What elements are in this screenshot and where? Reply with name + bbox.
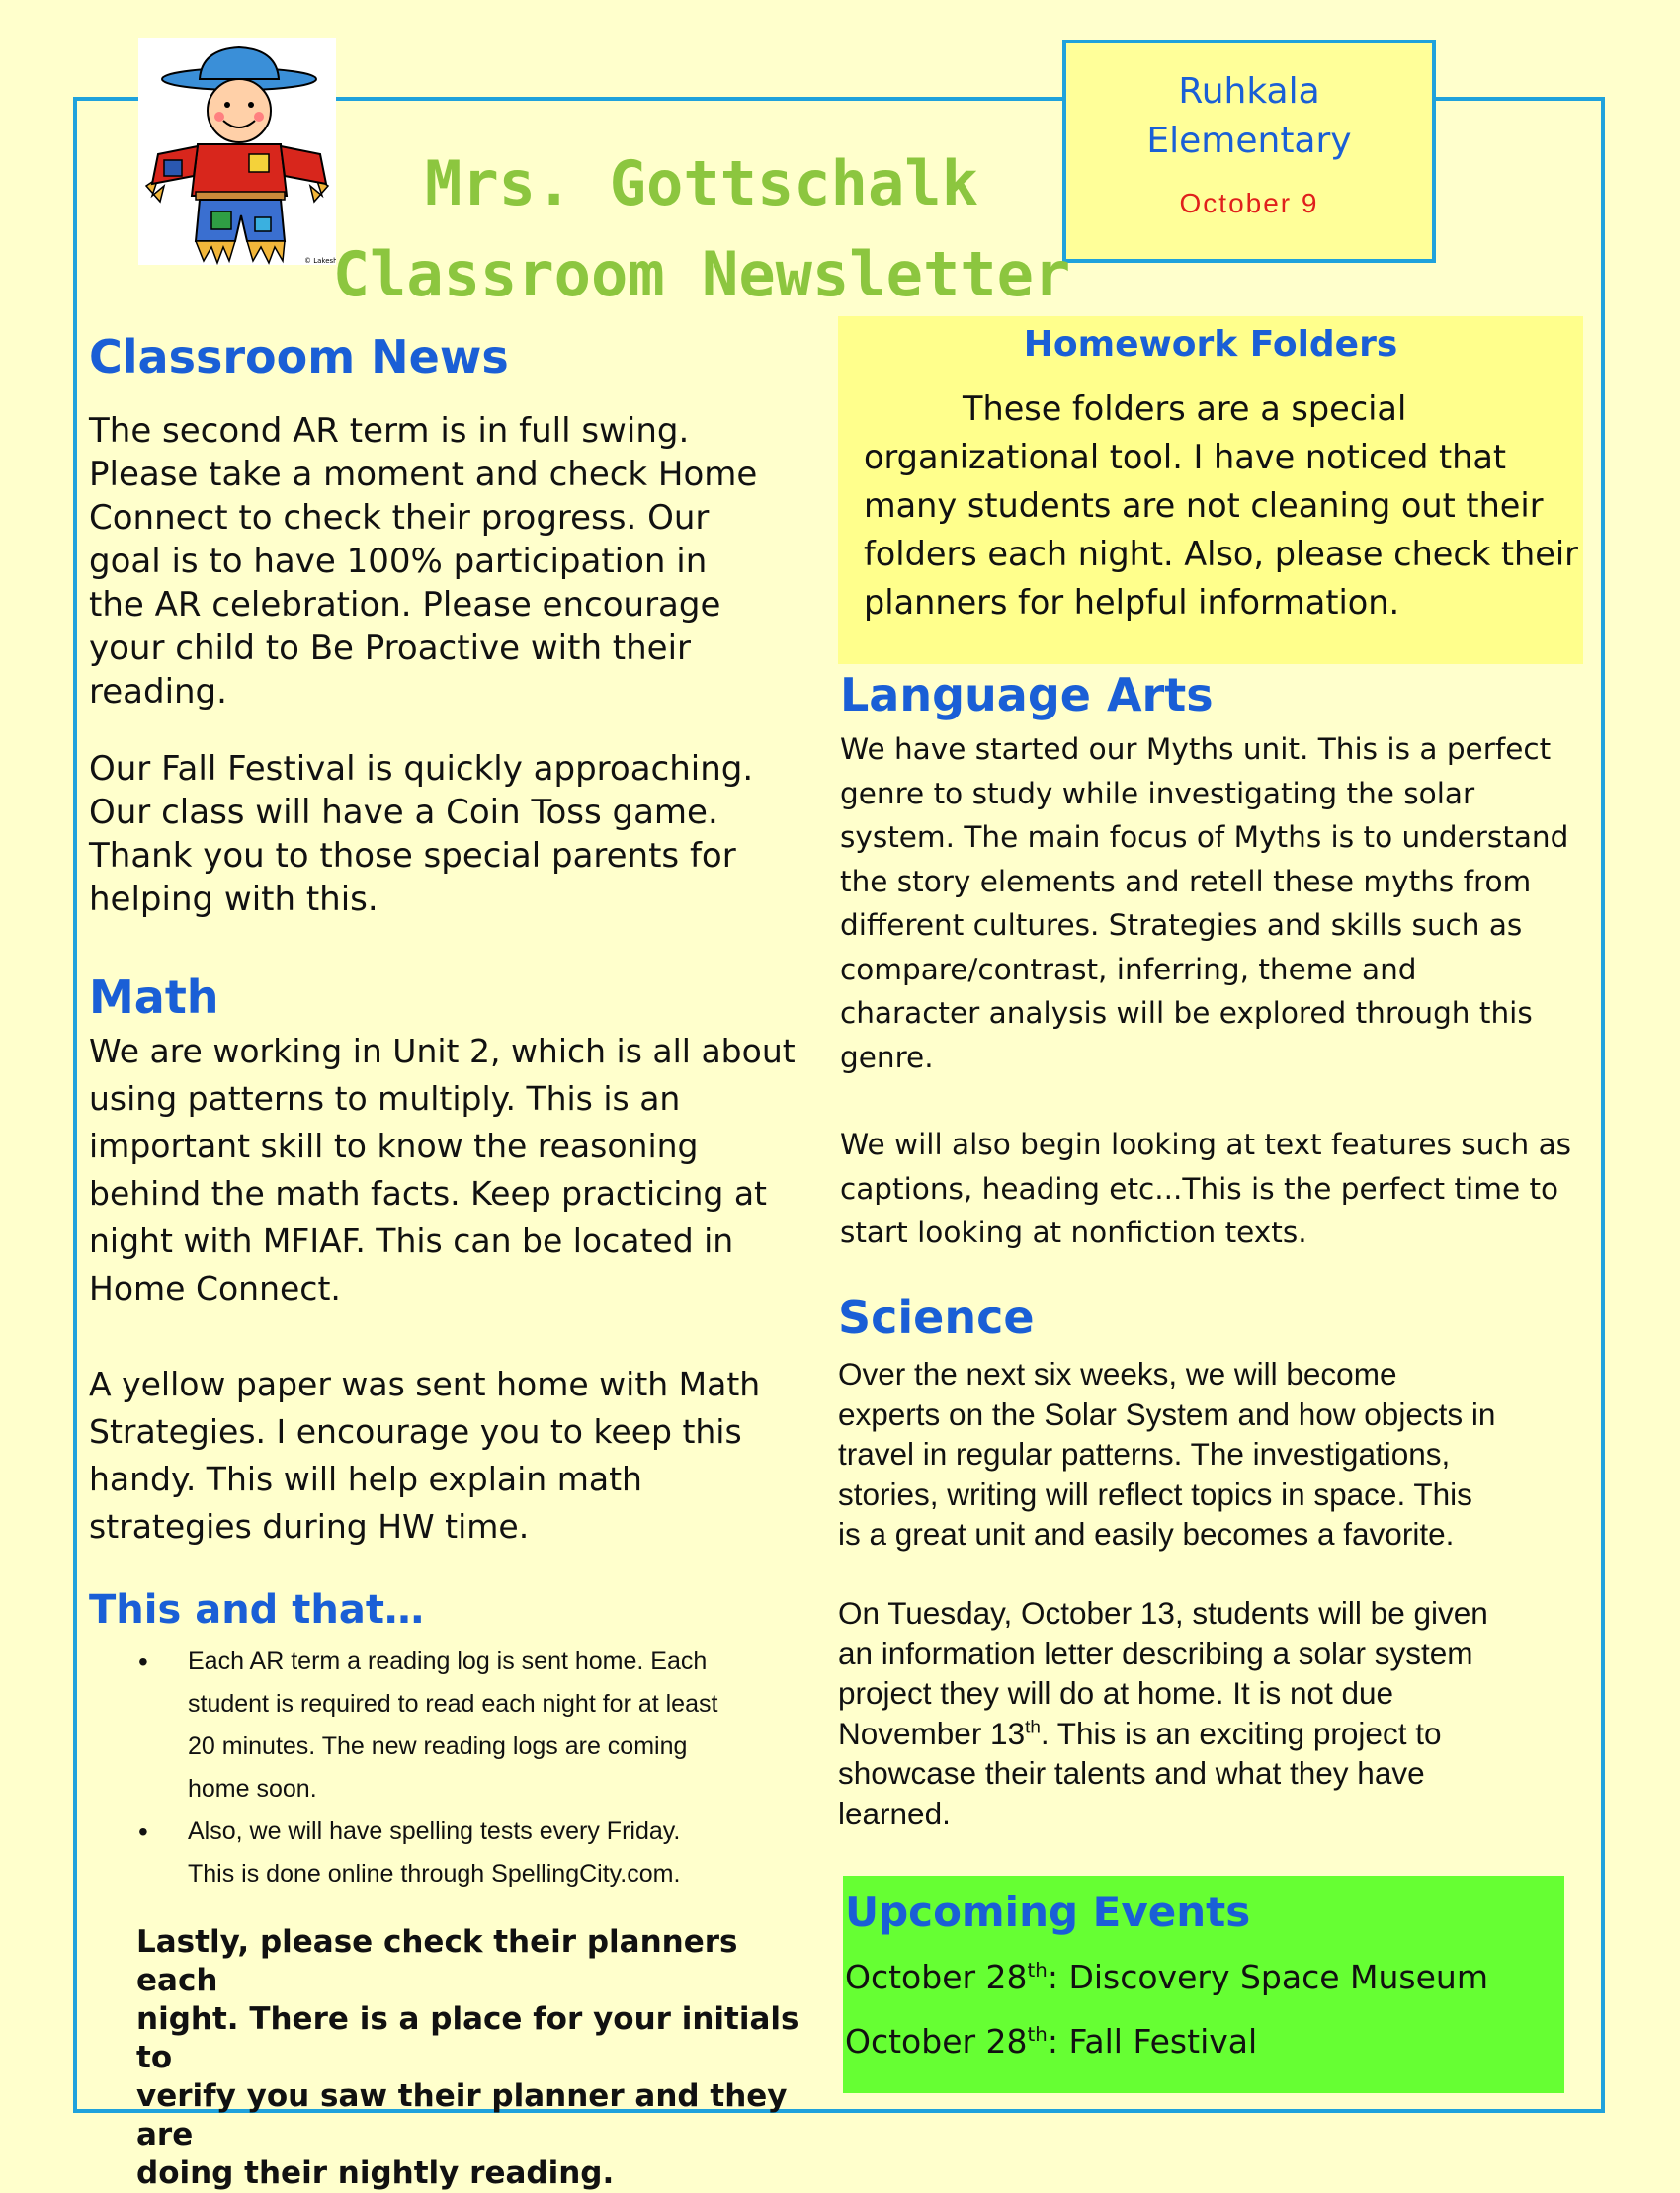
text-line: These folders are a special <box>963 389 1407 428</box>
event-date: October 28 <box>845 2022 1028 2061</box>
school-name <box>1066 67 1432 166</box>
math-section <box>89 970 810 1024</box>
newsletter-title <box>326 138 1077 320</box>
text-line: handy. This will help explain math <box>89 1460 642 1498</box>
text-line: the story elements and retell these myths from <box>840 864 1532 898</box>
event-item <box>845 2022 1564 2061</box>
text-line: home soon. <box>188 1775 317 1803</box>
text-line: night. There is a place for your initials to <box>136 2001 799 2075</box>
text-line: A yellow paper was sent home with Math <box>89 1365 761 1403</box>
text-line: compare/contrast, inferring, theme and <box>840 952 1417 986</box>
homework-folders-heading: Homework Folders <box>1023 324 1398 365</box>
text-line: Our class will have a Coin Toss game. <box>89 793 718 832</box>
language-arts-paragraph-2 <box>840 1123 1591 1255</box>
event-date-suffix: th <box>1027 2023 1048 2046</box>
text-line: your child to Be Proactive with their <box>89 629 692 668</box>
text-line: genre to study while investigating the solar <box>840 776 1475 810</box>
image-credit: © Lakesh <box>304 257 336 265</box>
text-line: On Tuesday, October 13, students will be given <box>838 1595 1488 1631</box>
text-line: showcase their talents and what they have <box>838 1755 1425 1791</box>
text-line: stories, writing will reflect topics in space. This <box>838 1476 1472 1512</box>
event-item <box>845 1958 1564 1996</box>
scarecrow-illustration <box>138 38 336 265</box>
science-heading: Science <box>838 1291 1035 1344</box>
list-item <box>138 1641 810 1811</box>
science-section <box>838 1291 1589 1344</box>
text-line: strategies during HW time. <box>89 1507 530 1546</box>
text-line: planners for helpful information. <box>864 583 1400 622</box>
text-line: reading. <box>89 672 227 712</box>
text-line: Strategies. I encourage you to keep this <box>89 1412 742 1451</box>
text-line: captions, heading etc...This is the perfect time to <box>840 1171 1559 1206</box>
event-title: : Fall Festival <box>1047 2022 1258 2061</box>
text-line: Thank you to those special parents for <box>89 836 736 876</box>
text-line: doing their nightly reading. <box>136 2155 615 2191</box>
text-line: many students are not cleaning out their <box>864 486 1544 525</box>
event-date: October 28 <box>845 1958 1028 1996</box>
language-arts-paragraph-1 <box>840 727 1591 1079</box>
text-line: travel in regular patterns. The investigations, <box>838 1436 1451 1472</box>
title-line2: Classroom Newsletter <box>332 238 1071 310</box>
classroom-news-paragraph-2 <box>89 747 810 921</box>
text-line: project they will do at home. It is not due <box>838 1675 1394 1711</box>
text-line: different cultures. Strategies and skills such as <box>840 908 1523 942</box>
due-date-suffix: th <box>1025 1717 1041 1737</box>
text-line: start looking at nonfiction texts. <box>840 1216 1307 1249</box>
text-line: student is required to read each night for at least <box>188 1690 718 1718</box>
text-line: an information letter describing a solar system <box>838 1635 1473 1671</box>
text-line: We are working in Unit 2, which is all about <box>89 1032 796 1070</box>
language-arts-heading: Language Arts <box>840 668 1214 721</box>
text-line: We have started our Myths unit. This is a perfect <box>840 732 1552 766</box>
text-line <box>838 1714 1589 1754</box>
title-line1: Mrs. Gottschalk <box>425 147 978 219</box>
text-line: organizational tool. I have noticed that <box>864 438 1507 476</box>
text-line: • Each AR term a reading log is sent home. Each <box>188 1647 708 1675</box>
upcoming-events-heading: Upcoming Events <box>845 1888 1251 1936</box>
school-name-line1: Ruhkala <box>1178 71 1320 112</box>
text-line: The second AR term is in full swing. <box>89 411 690 451</box>
event-date-suffix: th <box>1027 1959 1048 1982</box>
text-line: Home Connect. <box>89 1269 341 1307</box>
text-line: folders each night. Also, please check their <box>864 535 1578 573</box>
text-line: Our Fall Festival is quickly approaching. <box>89 749 754 789</box>
newsletter-date: October 9 <box>1179 188 1319 218</box>
text-line: night with MFIAF. This can be located in <box>89 1222 734 1260</box>
text-line: We will also begin looking at text features such as <box>840 1128 1572 1161</box>
closing-note <box>136 1923 818 2193</box>
text-line: Connect to check their progress. Our <box>89 498 710 538</box>
school-info-box <box>1062 40 1436 263</box>
text-line: Please take a moment and check Home <box>89 455 758 494</box>
classroom-news-paragraph-1 <box>89 409 810 714</box>
text-line: experts on the Solar System and how objects in <box>838 1395 1496 1432</box>
text-line: goal is to have 100% participation in <box>89 542 708 581</box>
upcoming-events-box <box>843 1876 1564 2093</box>
text-line: the AR celebration. Please encourage <box>89 585 721 625</box>
text-line: system. The main focus of Myths is to understand <box>840 820 1569 854</box>
this-and-that-section <box>89 1587 810 1633</box>
text-line: is a great unit and easily becomes a favorite. <box>838 1516 1455 1552</box>
school-name-line2: Elementary <box>1146 121 1352 161</box>
classroom-news-heading: Classroom News <box>89 330 509 383</box>
science-paragraph-2 <box>838 1593 1589 1833</box>
homework-folders-text <box>864 384 1583 627</box>
language-arts-section <box>840 668 1591 721</box>
text-line: learned. <box>838 1795 951 1831</box>
text-line: Over the next six weeks, we will become <box>838 1356 1397 1392</box>
text-line: character analysis will be explored through this <box>840 996 1533 1030</box>
homework-folders-box <box>838 316 1583 664</box>
text-line: verify you saw their planner and they are <box>136 2078 788 2152</box>
classroom-news-section <box>89 330 810 383</box>
due-date-tail: . This is an exciting project to <box>1040 1715 1442 1751</box>
text-line: • Also, we will have spelling tests every Friday. <box>188 1817 681 1845</box>
text-line: genre. <box>840 1040 934 1074</box>
math-paragraph-2 <box>89 1361 810 1551</box>
math-paragraph-1 <box>89 1028 810 1312</box>
event-title: : Discovery Space Museum <box>1047 1958 1488 1996</box>
text-line: helping with this. <box>89 880 378 919</box>
text-line: Lastly, please check their planners each <box>136 1924 738 1998</box>
text-line: using patterns to multiply. This is an <box>89 1079 681 1118</box>
due-date-text: November 13 <box>838 1715 1026 1751</box>
this-and-that-heading: This and that… <box>89 1587 424 1633</box>
text-line: 20 minutes. The new reading logs are coming <box>188 1732 688 1760</box>
text-line: important skill to know the reasoning <box>89 1127 699 1165</box>
math-heading: Math <box>89 970 219 1024</box>
text-line: This is done online through SpellingCity.com. <box>188 1860 681 1888</box>
list-item <box>138 1811 810 1896</box>
this-and-that-list <box>138 1641 810 1896</box>
text-line: behind the math facts. Keep practicing at <box>89 1174 767 1213</box>
science-paragraph-1 <box>838 1354 1589 1555</box>
